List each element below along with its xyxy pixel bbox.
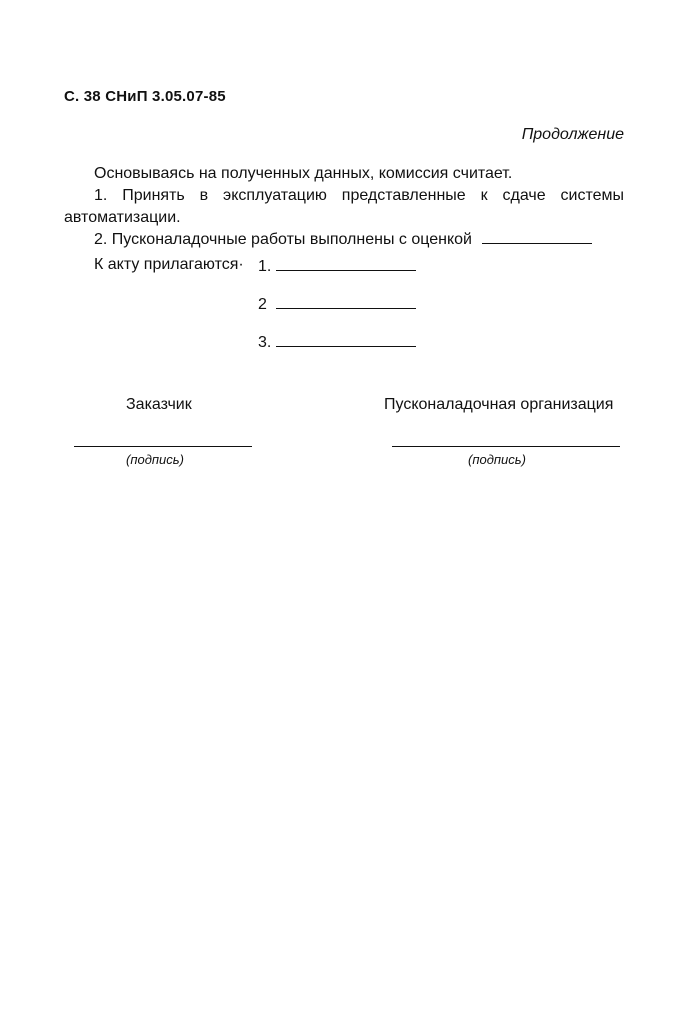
commissioning-org-title: Пусконаладочная организация (384, 396, 614, 413)
page-header: С. 38 СНиП 3.05.07-85 (64, 88, 226, 105)
attachment-item (258, 294, 416, 314)
attachment-item (258, 332, 416, 352)
attachment-blank-line (276, 294, 416, 309)
item-2-paragraph (64, 229, 624, 251)
attachments-label: К акту прилагаются· (94, 256, 244, 273)
item-2-text: 2. Пусконаладочные работы выполнены с оценкой (94, 231, 472, 248)
attachment-number: 2 (258, 296, 267, 313)
customer-signature-line (74, 446, 252, 447)
attachment-number: 1. (258, 258, 272, 275)
attachment-blank-line (276, 332, 416, 347)
continuation-label: Продолжение (521, 126, 624, 143)
commissioning-org-signature-line (392, 446, 620, 447)
intro-paragraph: Основываясь на полученных данных, комиссия считает. (94, 165, 513, 182)
item-1-paragraph: 1. Принять в эксплуатацию представленные к сдаче системы автоматизации. (64, 187, 624, 226)
attachment-blank-line (276, 256, 416, 271)
grade-blank-line (482, 229, 592, 244)
attachment-item (258, 256, 416, 276)
customer-signature-caption: (подпись) (126, 452, 184, 467)
customer-title: Заказчик (126, 396, 192, 413)
commissioning-org-signature-caption: (подпись) (468, 452, 526, 467)
attachment-number: 3. (258, 334, 272, 351)
